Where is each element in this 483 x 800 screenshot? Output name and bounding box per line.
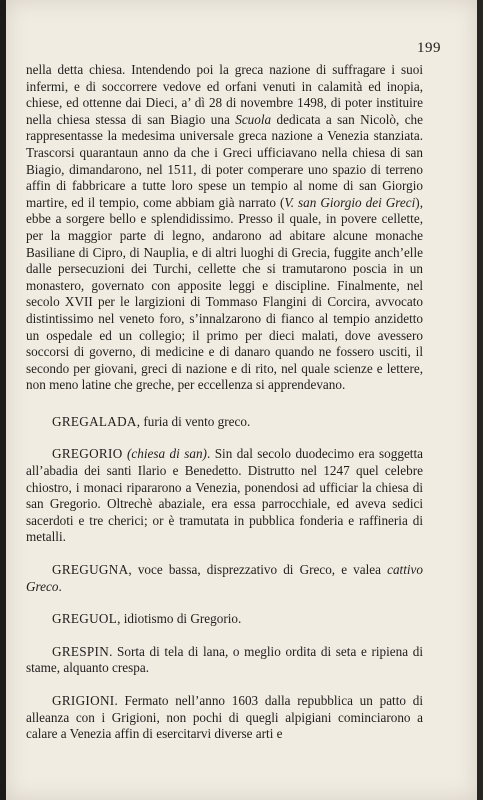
headword: GREGALADA — [52, 413, 137, 429]
intro-cross-reference: V. san Giorgio dei Greci — [284, 194, 416, 210]
entry-text: , idiotismo di Gregorio. — [117, 611, 242, 627]
page-number: 199 — [417, 40, 441, 56]
entry-tail: . — [58, 578, 62, 594]
headword: GREGUGNA — [52, 562, 129, 578]
entry-text: . Fermato nell’anno 1603 dalla repubblica un patto di alleanza con i Grigioni, non pochi di quegli alpigiani cominciarono a calare a Venezia affin di esercitarvi diverse arti e — [26, 693, 423, 742]
entry-text: . Sin dal secolo duodecimo era soggetta all’abadia dei santi Ilario e Benedetto. Distrutto nel 1247 quel celebre chiostro, i monaci ripararono a Venezia, ponendosi ad ufficiar la chiesa di san Gregorio. Oltrechè abaziale, era essa parrocchiale, ed aveva sedici sacerdoti e tre cherici; or è tramutata in pubblica fonderia e raffineria di metalli. — [26, 446, 423, 545]
intro-paragraph — [26, 62, 423, 394]
entry-grespin — [26, 644, 423, 677]
entry-gregalada — [26, 414, 423, 431]
entry-text: , voce bassa, disprezzativo di Greco, e valea — [128, 562, 388, 578]
page-body — [26, 62, 423, 743]
book-page — [6, 0, 477, 800]
intro-scuola: Scuola — [235, 111, 272, 127]
headword: GRESPIN — [52, 643, 110, 659]
intro-text-1: nella detta chiesa. Intendendo poi la greca nazione di suffragare i suoi infermi, e di soccorrere vedove ed orfani venuti in calamità ed inopia, chiese, ed ottenne dai Dieci, a’ dì 28 di novembre 1498, di poter instituire nella chiesa stessa di san Biagio una — [26, 62, 423, 127]
headword: GREGORIO — [52, 446, 123, 462]
scan-edge-right — [477, 0, 483, 800]
entry-greguol — [26, 611, 423, 628]
entry-qualifier: (chiesa di san) — [122, 446, 207, 462]
headword: GRIGIONI — [52, 693, 115, 708]
entry-italic-tail: cattivo Greco — [26, 562, 423, 594]
intro-text-2: dedicata a san Nicolò, che rappresentasse la medesima universale greca nazione a Venezia stanziata. Trascorsi quarantaun anno da che i Greci ufficiavano nella chiesa di san Biagio, dimandarono, nel 1511, di poter comperare uno spazio di terreno affin di fabbricare a tutte loro spese un tempio al nome di san Giorgio martire, ed il tempio, come abbiam già narrato ( — [26, 111, 423, 210]
entry-grigioni — [26, 693, 423, 743]
headword: GREGUOL — [52, 611, 118, 627]
entry-gregorio — [26, 446, 423, 546]
entry-gregugna — [26, 562, 423, 595]
entry-text: , furia di vento greco. — [136, 413, 251, 429]
intro-text-3: ), ebbe a sorgere bello e splendidissimo. Presso il quale, in povere cellette, per la maggior parte di legno, andarono ad abitare alcune monache Basiliane di Cipro, di Nauplia, e di altri luoghi di Grecia, fuggite anch’elle dalle persecuzioni dei Turchi, cellette che si tramutarono poscia in un monastero, governato con apposite leggi e discipline. Finalmente, nel secolo XVII per le largizioni di Tommaso Flangini di Corcira, avvocato distintissimo nel veneto foro, s’innalzarono di fianco al tempio anzidetto un ospedale ed un collegio; il primo per dieci malati, dove avessero soccorsi di governo, di medicine e di danaro quando ne fossero usciti, il secondo per giovani, greci di nazione e di rito, nel quale scienze e lettere, non meno latine che greche, per eccellenza si apprendevano. — [26, 194, 423, 393]
entry-text: . Sorta di tela di lana, o meglio ordita di seta e ripiena di stame, alquanto crespa. — [26, 643, 423, 676]
